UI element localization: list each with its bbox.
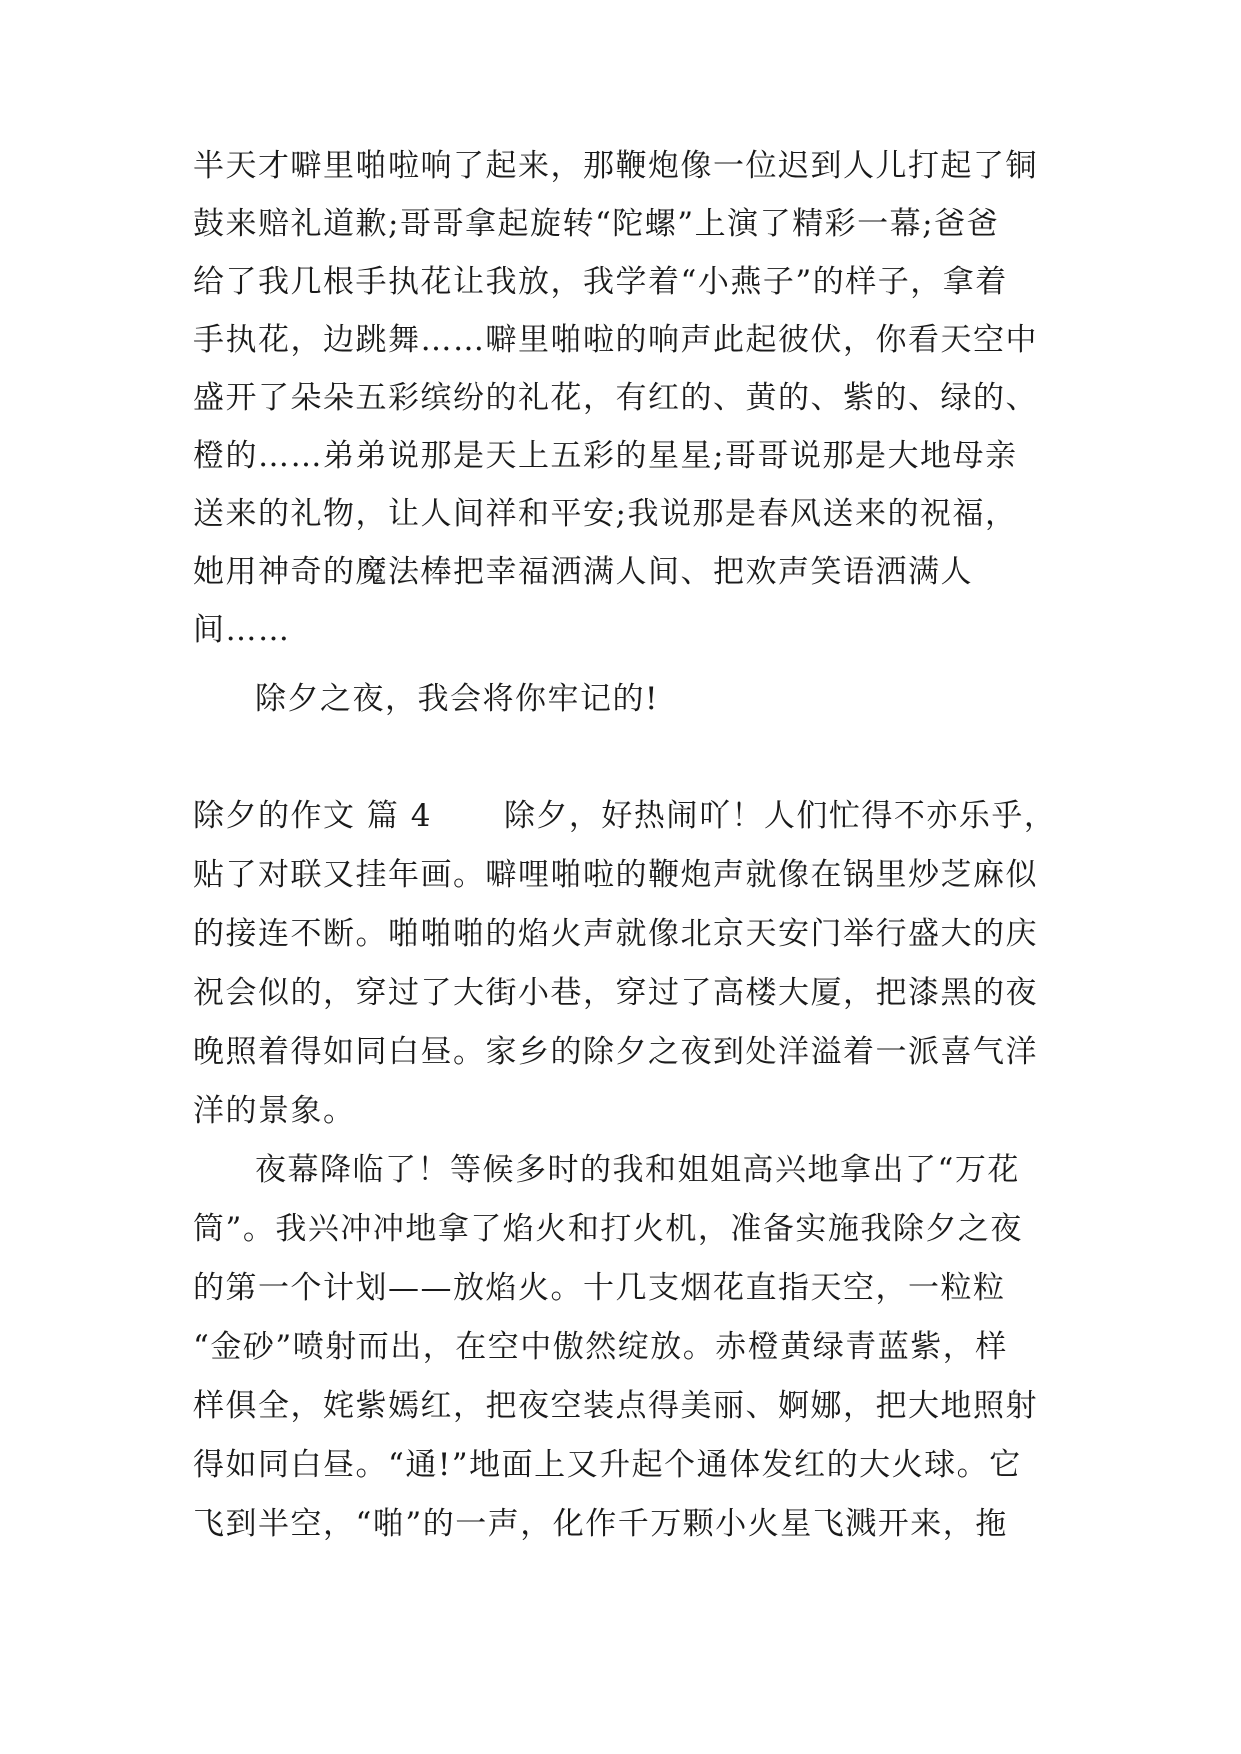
- text-line: 她用神奇的魔法棒把幸福洒满人间、把欢声笑语洒满人: [193, 554, 973, 590]
- text-line: 送来的礼物，让人间祥和平安;我说那是春风送来的祝福，: [193, 496, 1018, 532]
- text-line: “金砂”喷射而出，在空中傲然绽放。赤橙黄绿青蓝紫，样: [193, 1329, 1008, 1365]
- text-line: 得如同白昼。“通!”地面上又升起个通体发红的大火球。它: [193, 1447, 1022, 1483]
- text-line: 的第一个计划——放焰火。十几支烟花直指天空，一粒粒: [193, 1270, 1006, 1306]
- text-line: 洋的景象。: [193, 1093, 356, 1129]
- text-line: 间……: [193, 612, 291, 648]
- essay-heading-line: [193, 796, 1056, 836]
- paragraph-closing: 除夕之夜，我会将你牢记的!: [255, 681, 659, 717]
- text-line: 给了我几根手执花让我放，我学着“小燕子”的样子，拿着: [193, 264, 1008, 300]
- text-line: 晚照着得如同白昼。家乡的除夕之夜到处洋溢着一派喜气洋: [193, 1034, 1038, 1070]
- text-line: 样俱全，姹紫嫣红，把夜空装点得美丽、婀娜，把大地照射: [193, 1388, 1038, 1424]
- text-line: 的接连不断。啪啪啪的焰火声就像北京天安门举行盛大的庆: [193, 916, 1038, 952]
- text-line: 鼓来赔礼道歉;哥哥拿起旋转“陀螺”上演了精彩一幕;爸爸: [193, 206, 1000, 242]
- text-line: 飞到半空，“啪”的一声，化作千万颗小火星飞溅开来，拖: [193, 1506, 1008, 1542]
- text-line: 贴了对联又挂年画。噼哩啪啦的鞭炮声就像在锅里炒芝麻似: [193, 857, 1038, 893]
- text-line: 夜幕降临了！等候多时的我和姐姐高兴地拿出了“万花: [255, 1152, 1020, 1188]
- text-line: 筒”。我兴冲冲地拿了焰火和打火机，准备实施我除夕之夜: [193, 1211, 1023, 1247]
- text-line: 半天才噼里啪啦响了起来，那鞭炮像一位迟到人儿打起了铜: [193, 148, 1038, 184]
- text-line: 橙的……弟弟说那是天上五彩的星星;哥哥说那是大地母亲: [193, 438, 1018, 474]
- text-line: 祝会似的，穿过了大街小巷，穿过了高楼大厦，把漆黑的夜: [193, 975, 1038, 1011]
- text-line: 盛开了朵朵五彩缤纷的礼花，有红的、黄的、紫的、绿的、: [193, 380, 1038, 416]
- text-line: 手执花，边跳舞……噼里啪啦的响声此起彼伏，你看天空中: [193, 322, 1038, 358]
- essay-first-text: 除夕，好热闹吖！人们忙得不亦乐乎，: [503, 798, 1057, 834]
- essay-title: 除夕的作文 篇 4: [193, 798, 432, 834]
